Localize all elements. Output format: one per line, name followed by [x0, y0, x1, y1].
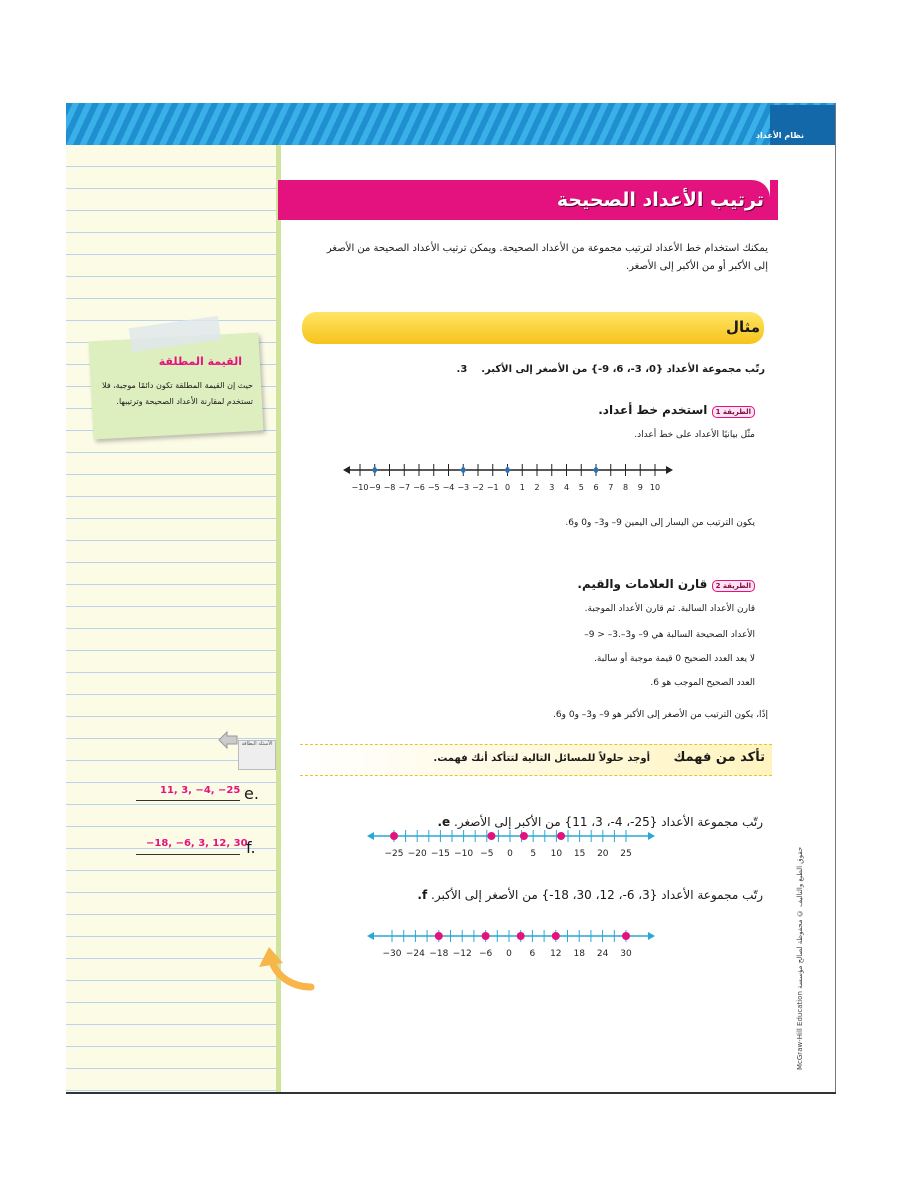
tick-label: 12: [550, 949, 562, 959]
tick-label: −2: [472, 483, 484, 492]
method1-badge: الطريقة 1: [712, 406, 755, 418]
data-point: [487, 832, 495, 840]
notebook-sidebar: [66, 145, 280, 1092]
problem-text: رتّب مجموعة الأعداد {0، 3-، 6، 9-} من الأصغر إلى الأكبر.: [481, 364, 765, 375]
tick-label: −5: [427, 483, 440, 492]
tick-label: −10: [351, 483, 369, 492]
arrow-right: [648, 832, 655, 840]
tick-label: 6: [593, 483, 599, 492]
data-point: [622, 932, 630, 940]
tick-label: 0: [506, 949, 512, 959]
intro-paragraph: يمكنك استخدام خط الأعداد لترتيب مجموعة من الأعداد الصحيحة. ويمكن ترتيب الأعداد الصحيحة من الأصغر إلى الأكبر أو من الأكبر إلى الأصغر.: [326, 243, 768, 272]
data-point: [517, 932, 525, 940]
tick-label: 10: [550, 849, 563, 859]
method2-line: قارن الأعداد السالبة. ثم قارن الأعداد الموجبة.: [584, 604, 755, 614]
method2-line: الأعداد الصحيحة السالبة هي 9– و3–.3– < 9–: [584, 630, 755, 640]
tick-label: −4: [442, 483, 455, 492]
method2-line: العدد الصحيح الموجب هو 6.: [650, 678, 755, 688]
curved-arrow-icon: [255, 945, 315, 995]
tick-label: 0: [507, 849, 513, 859]
tick-label: 5: [530, 849, 537, 859]
method2-title: قارن العلامات والقيم.: [577, 577, 708, 591]
title-accent: [770, 180, 778, 220]
tick-label: −8: [383, 483, 396, 492]
example-problem: [457, 364, 765, 375]
tick-label: −10: [454, 849, 474, 859]
arrow-right: [648, 932, 655, 940]
tick-label: 6: [529, 949, 536, 959]
check-instruction: أوجد حلولاً للمسائل التالية لتتأكد أنك فهمت.: [433, 753, 650, 764]
arrow-left: [343, 466, 350, 474]
tick-label: −1: [486, 483, 499, 492]
arrow-right: [666, 466, 673, 474]
answer-f[interactable]: −18, −6, 3, 12, 30: [146, 838, 248, 849]
question-e-label: e.: [437, 815, 451, 829]
tick-label: −7: [398, 483, 411, 492]
tick-label: 4: [563, 483, 570, 492]
copyright-credit: McGraw-Hill Education حقوق الطبع والتأليف © محفوظة لصالح مؤسسة: [796, 846, 804, 1070]
tick-label: 5: [578, 483, 584, 492]
tick-label: −6: [478, 949, 493, 959]
method1-title: استخدم خط أعداد.: [598, 403, 708, 417]
data-point: [460, 466, 466, 474]
page-title: ترتيب الأعداد الصحيحة: [556, 189, 764, 211]
method2-line: لا يعد العدد الصحيح 0 قيمة موجبة أو سالبة.: [594, 654, 755, 664]
method1-result: يكون الترتيب من اليسار إلى اليمين 9– و3– و0 و6.: [565, 518, 755, 528]
data-point: [593, 466, 599, 474]
header-band: [66, 103, 836, 145]
data-point: [372, 466, 378, 474]
tick-label: −25: [384, 849, 404, 859]
sticky-note-text: حيث إن القيمة المطلقة تكون دائمًا موجبة، فلا تستخدم لمقارنة الأعداد الصحيحة وترتيبها.: [102, 381, 253, 406]
tick-label: 3: [549, 483, 555, 492]
tick-label: −9: [368, 483, 381, 492]
tick-label: −3: [457, 483, 470, 492]
small-arrow-icon: [215, 728, 241, 750]
tick-label: −24: [405, 949, 425, 959]
tick-label: 2: [534, 483, 540, 492]
answer-line-f: [136, 854, 240, 855]
example-label: مثال: [725, 318, 760, 336]
answer-line-e: [136, 800, 240, 801]
problem-number: 3.: [456, 364, 468, 375]
answer-e[interactable]: 11, 3, −4, −25: [160, 785, 241, 796]
method2-final: إذًا، يكون الترتيب من الأصغر إلى الأكبر هو 9– و3– و0 و6.: [553, 710, 768, 720]
answer-e-label: e.: [244, 784, 259, 803]
data-point: [505, 466, 511, 474]
tick-label: 10: [649, 483, 661, 492]
data-point: [552, 932, 560, 940]
data-point: [482, 932, 490, 940]
number-line-f: [362, 922, 664, 970]
page-right-rule: [835, 103, 836, 1094]
data-point: [435, 932, 443, 940]
data-point: [557, 832, 565, 840]
tick-label: 24: [596, 949, 609, 959]
tick-label: −30: [382, 949, 402, 959]
check-title: تأكد من فهمك: [673, 750, 765, 765]
tick-label: 20: [597, 849, 609, 859]
mini-card-text: الأسئلة البطاقة: [241, 741, 273, 747]
question-e-text: رتّب مجموعة الأعداد {25-، 4-، 3، 11} من الأكبر إلى الأصغر.: [454, 815, 763, 829]
tick-label: 7: [608, 483, 614, 492]
mini-card: [238, 740, 276, 770]
tick-label: 9: [637, 483, 643, 492]
question-f: [417, 888, 763, 902]
example-bar: [302, 312, 764, 344]
number-line-example: [340, 458, 680, 502]
number-line-e: [362, 818, 664, 866]
sticky-note-title: القيمة المطلقة: [158, 355, 242, 368]
question-f-label: f.: [417, 888, 428, 902]
section-title: نظام الأعداد: [755, 131, 804, 140]
page-bottom-rule: [66, 1092, 836, 1094]
tick-label: −6: [413, 483, 425, 492]
tick-label: 8: [622, 483, 629, 492]
answer-f-label: f.: [246, 838, 256, 857]
tick-label: −18: [429, 949, 449, 959]
tick-label: 0: [504, 483, 511, 492]
arrow-left: [367, 832, 374, 840]
method1-text: مثّل بيانيًا الأعداد على خط أعداد.: [634, 430, 755, 440]
method1-heading: [598, 403, 755, 417]
data-point: [390, 832, 398, 840]
tick-label: −12: [452, 949, 472, 959]
question-f-text: رتّب مجموعة الأعداد {3، 6-، 12، 30، 18-} من الأصغر إلى الأكبر.: [431, 888, 763, 902]
tick-label: 1: [519, 483, 525, 492]
data-point: [520, 832, 528, 840]
tick-label: 15: [573, 849, 586, 859]
method2-badge: الطريقة 2: [712, 580, 755, 592]
tick-label: 25: [620, 849, 632, 859]
arrow-left: [367, 932, 374, 940]
tick-label: 18: [573, 949, 585, 959]
tick-label: −15: [430, 849, 450, 859]
tick-label: −5: [480, 849, 494, 859]
tick-label: −20: [407, 849, 427, 859]
tick-label: 30: [620, 949, 632, 959]
method2-heading: [577, 577, 755, 591]
